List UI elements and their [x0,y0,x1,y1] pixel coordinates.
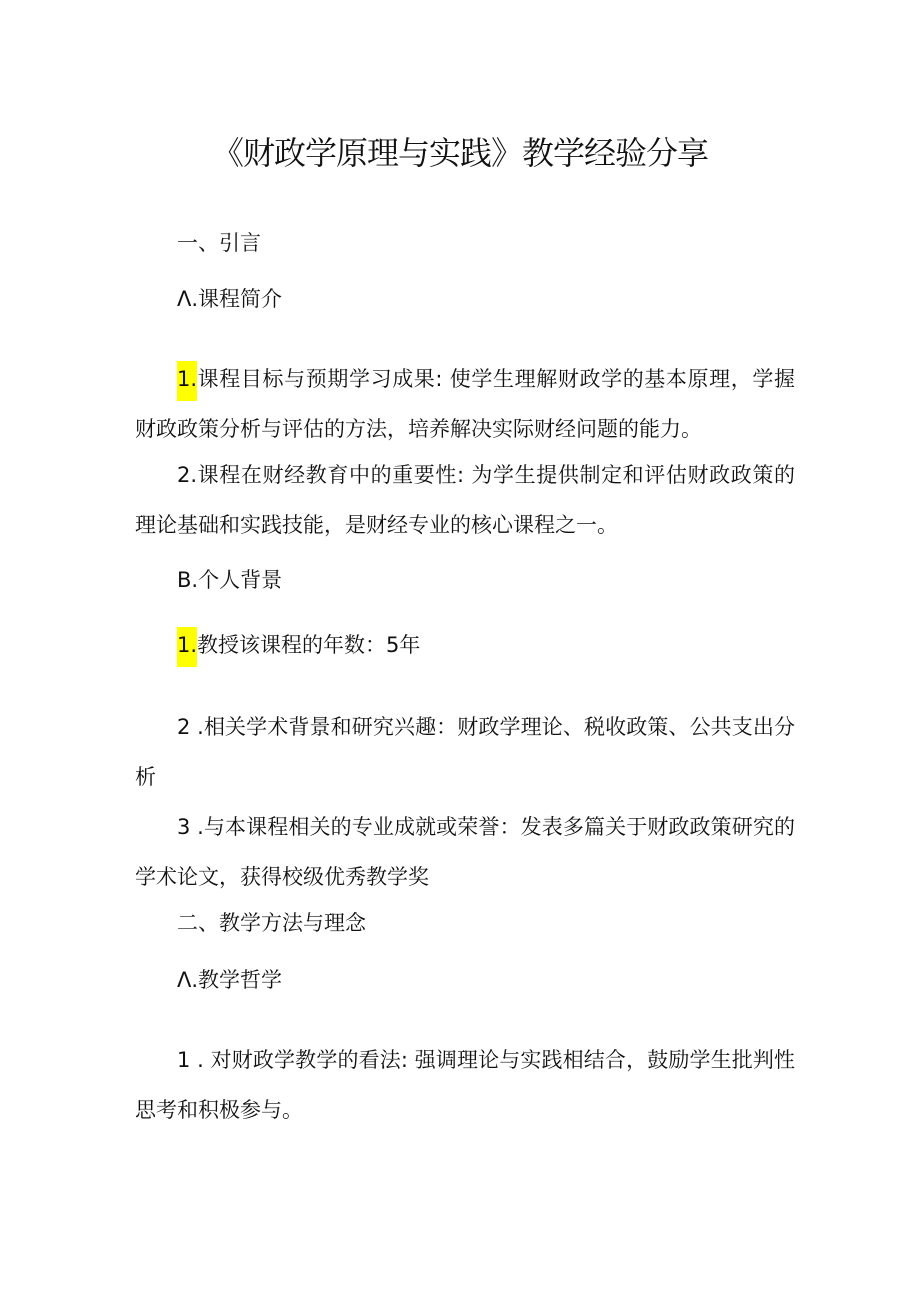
section-heading: 二、教学方法与理念 [177,911,366,935]
list-item: 2.课程在财经教育中的重要性: 为学生提供制定和评估财政政策的理论基础和实践技能，是财经专业的核心课程之一。 [135,463,795,537]
document-title: 《财政学原理与实践》教学经验分享 [211,134,708,172]
list-item [135,620,795,670]
highlighted-number: 1. [177,627,197,667]
list-item [135,354,795,454]
list-item: 2 .相关学术背景和研究兴趣：财政学理论、税收政策、公共支出分析 [135,715,795,789]
list-item: 1 . 对财政学教学的看法: 强调理论与实践相结合，鼓励学生批判性思考和积极参与。 [135,1048,795,1122]
subsection-heading: B.个人背景 [177,568,283,592]
section-heading: 一、引言 [177,231,261,255]
list-item-text: 教授该课程的年数：5年 [197,633,421,657]
subsection-heading: Λ.教学哲学 [177,968,283,992]
list-item-text: 课程目标与预期学习成果: 使学生理解财政学的基本原理，学握财政政策分析与评估的方法，培养解决实际财经问题的能力。 [135,367,795,441]
highlighted-number: 1. [177,361,197,401]
list-item: 3 .与本课程相关的专业成就或荣誉：发表多篇关于财政政策研究的学术论文，获得校级优秀教学奖 [135,815,795,889]
subsection-heading: Λ.课程简介 [177,287,283,311]
